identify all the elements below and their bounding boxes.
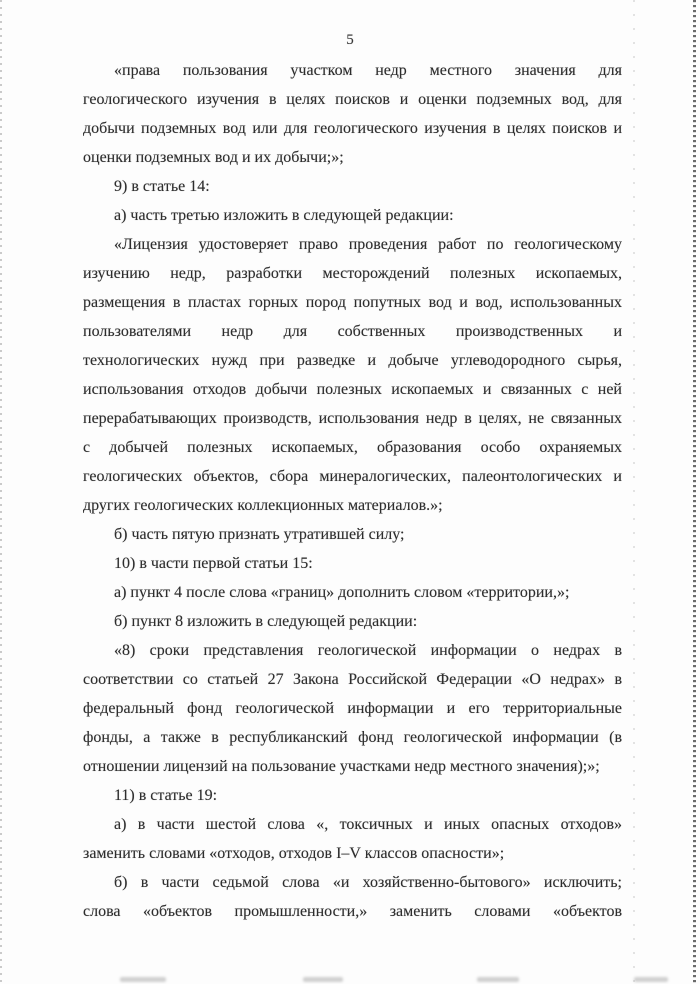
text-line: 10) в части первой статьи 15: xyxy=(114,555,313,572)
scan-edge-left-artifact xyxy=(0,0,2,984)
text-line: 9) в статье 14: xyxy=(114,178,210,195)
text-line: б) в части седьмой слова «и хозяйственно-бытового» исключить; xyxy=(114,874,622,891)
scan-edge-inner-artifact xyxy=(633,0,635,984)
text-line: фонды, а также в республиканский фонд геологической информации (в xyxy=(83,729,622,746)
text-line: геологических объектов, сбора минералогических, палеонтологических и xyxy=(83,468,622,485)
text-line: оценки подземных вод и их добычи;»; xyxy=(83,149,344,166)
text-line: а) в части шестой слова «, токсичных и иных опасных отходов» xyxy=(114,816,622,833)
text-line: геологического изучения в целях поисков и оценки подземных вод, для xyxy=(83,91,622,108)
text-line: других геологических коллекционных материалов.»; xyxy=(83,497,443,514)
text-line: использования отходов добычи полезных ископаемых и связанных с ней xyxy=(83,381,622,398)
page-number: 5 xyxy=(346,32,354,48)
text-line: пользователями недр для собственных производственных и xyxy=(83,323,622,340)
text-line: размещения в пластах горных пород попутных вод и вод, использованных xyxy=(83,294,622,311)
bleedthrough-mark xyxy=(477,977,519,982)
text-line: б) часть пятую признать утратившей силу; xyxy=(114,526,405,543)
text-line: слова «объектов промышленности,» заменить словами «объектов xyxy=(83,903,622,920)
text-line: федеральный фонд геологической информации и его территориальные xyxy=(83,700,622,717)
document-body xyxy=(83,56,622,926)
text-line: добычи подземных вод или для геологического изучения в целях поисков и xyxy=(83,120,622,137)
text-line: перерабатывающих производств, использования недр в целях, не связанных xyxy=(83,410,622,427)
bleedthrough-mark xyxy=(634,977,668,982)
text-line: заменить словами «отходов, отходов I–V классов опасности»; xyxy=(83,845,505,862)
text-line: технологических нужд при разведке и добыче углеводородного сырья, xyxy=(83,352,622,369)
text-line: б) пункт 8 изложить в следующей редакции: xyxy=(114,613,418,630)
bleedthrough-mark xyxy=(120,977,166,982)
text-line: соответствии со статьей 27 Закона Российской Федерации «О недрах» в xyxy=(83,671,622,688)
text-line: а) часть третью изложить в следующей редакции: xyxy=(114,207,454,224)
text-line: «Лицензия удостоверяет право проведения работ по геологическому xyxy=(114,236,622,253)
text-line: отношении лицензий на пользование участками недр местного значения);»; xyxy=(83,758,600,775)
text-line: с добычей полезных ископаемых, образования особо охраняемых xyxy=(83,439,622,456)
text-line: «8) сроки представления геологической информации о недрах в xyxy=(114,642,622,659)
text-line: «права пользования участком недр местного значения для xyxy=(114,62,622,79)
text-line: изучению недр, разработки месторождений полезных ископаемых, xyxy=(83,265,622,282)
text-line: а) пункт 4 после слова «границ» дополнить словом «территории,»; xyxy=(114,584,570,601)
text-line: 11) в статье 19: xyxy=(114,787,218,804)
scan-edge-right-artifact xyxy=(693,0,696,984)
bleedthrough-mark xyxy=(303,977,343,982)
